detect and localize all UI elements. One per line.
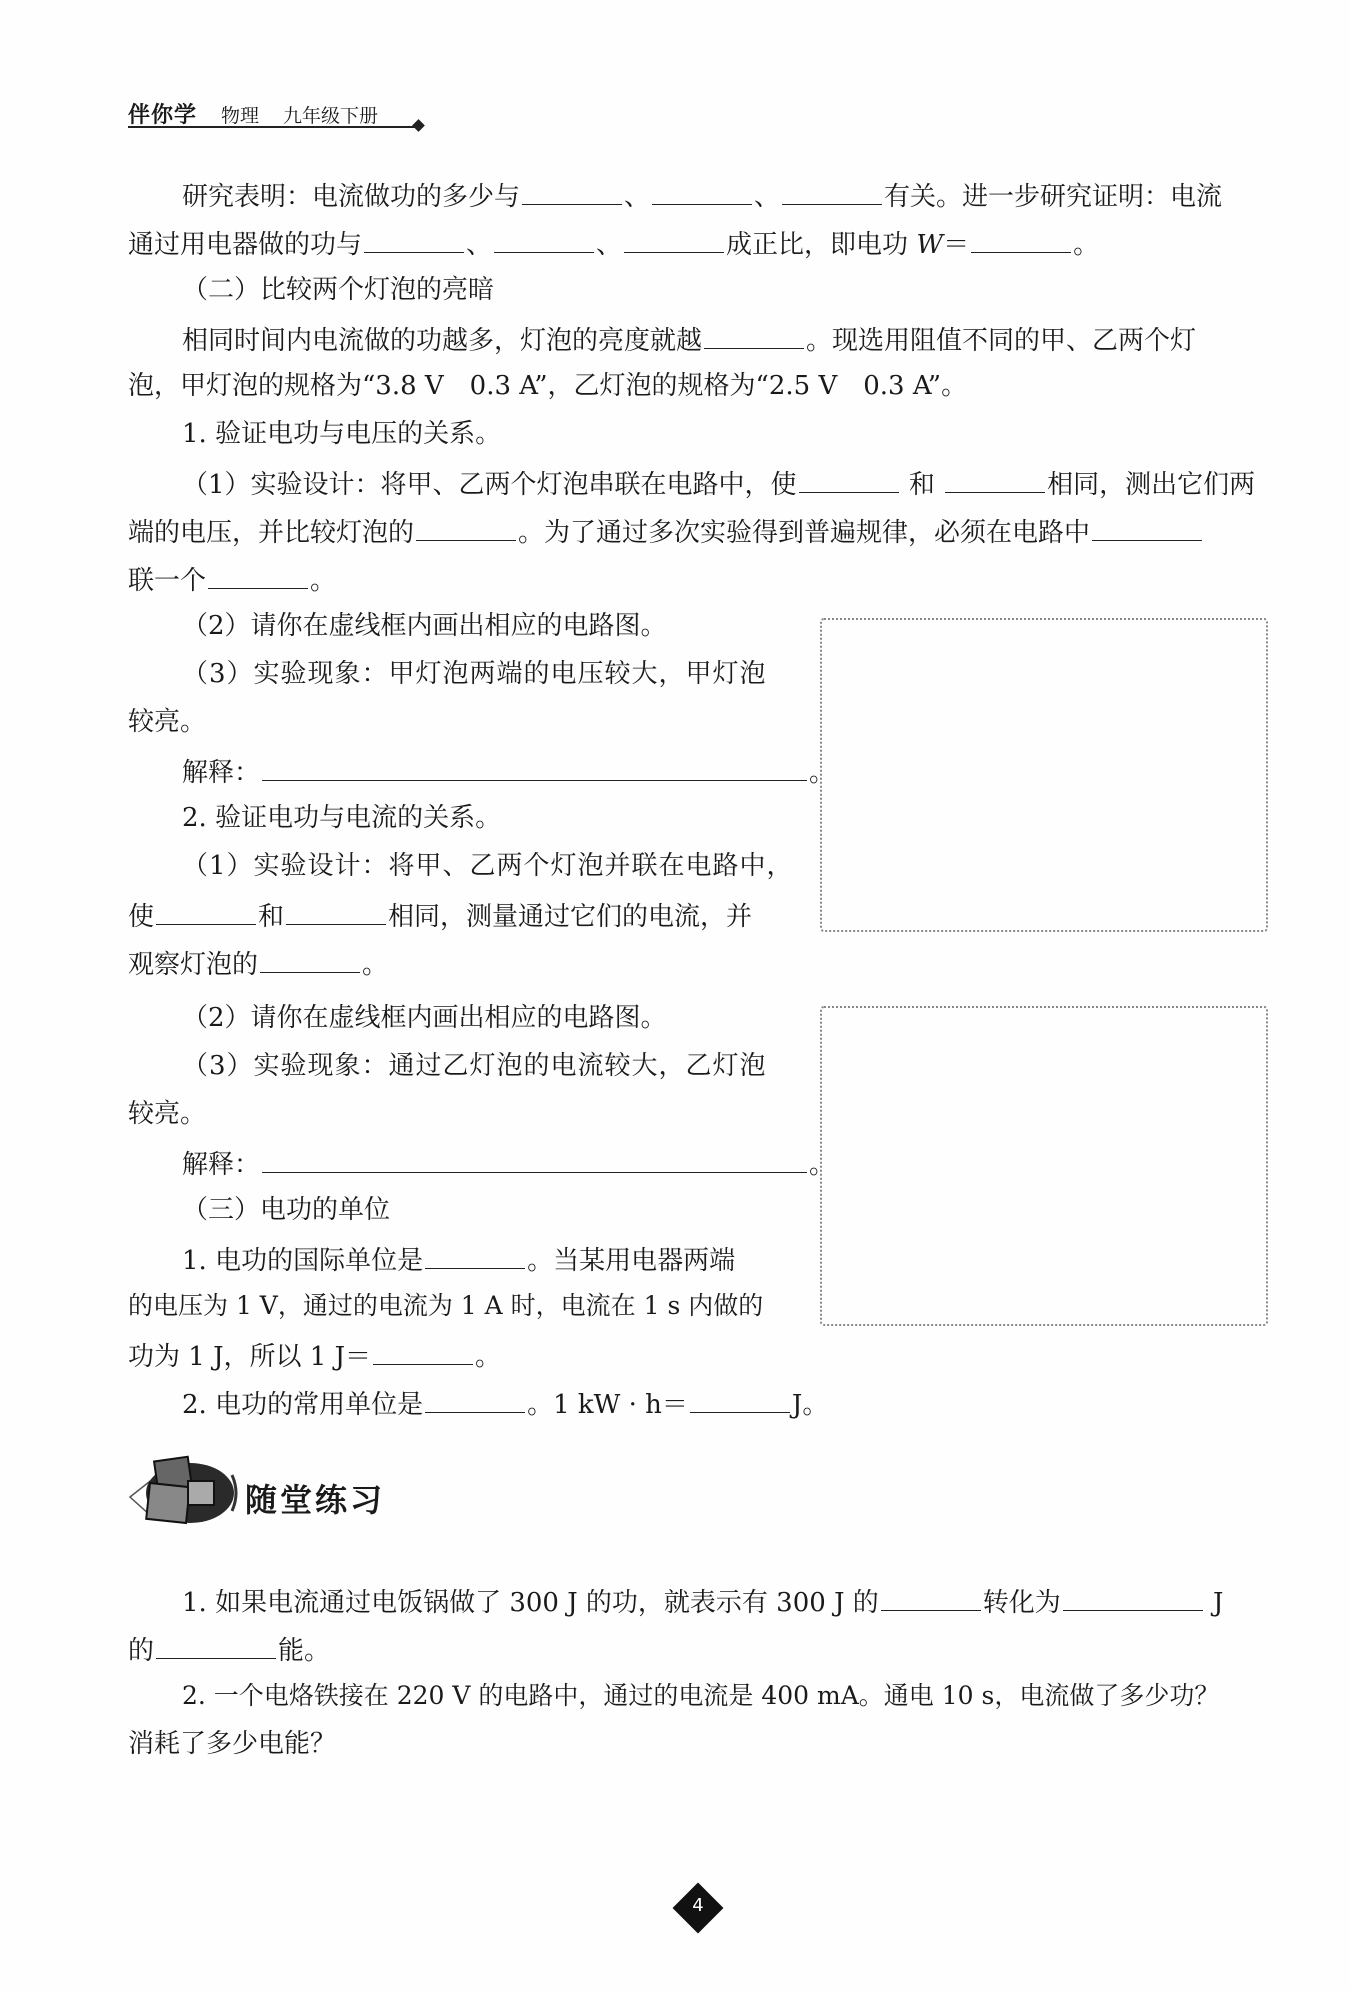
answer-blank[interactable]	[373, 1336, 473, 1365]
answer-blank[interactable]	[494, 224, 594, 253]
paragraph-line: 联一个 。	[128, 560, 336, 599]
practice-title: 随堂练习	[245, 1481, 386, 1519]
paragraph-line: 较亮。	[128, 1099, 207, 1129]
paragraph-line: 观察灯泡的 。	[128, 944, 388, 983]
paragraph-line: 功为 1 J，所以 1 J＝ 。	[128, 1336, 501, 1375]
answer-blank[interactable]	[425, 1240, 525, 1269]
answer-blank[interactable]	[286, 896, 386, 925]
answer-blank[interactable]	[260, 944, 360, 973]
paragraph-line: 解释： 。	[182, 1144, 835, 1183]
answer-blank[interactable]	[416, 512, 516, 541]
subsection-title: 2. 验证电功与电流的关系。	[182, 803, 502, 833]
answer-blank[interactable]	[425, 1384, 525, 1413]
paragraph-line: （3）实验现象：甲灯泡两端的电压较大，甲灯泡	[182, 659, 767, 689]
answer-blank[interactable]	[782, 176, 882, 205]
answer-blank[interactable]	[364, 224, 464, 253]
paragraph-line: （1）实验设计：将甲、乙两个灯泡串联在电路中，使 和 相同，测出它们两	[182, 464, 1255, 503]
section-title: （二）比较两个灯泡的亮暗	[182, 275, 495, 305]
paragraph-line: （1）实验设计：将甲、乙两个灯泡并联在电路中，	[182, 851, 794, 881]
answer-blank[interactable]	[971, 224, 1071, 253]
subsection-title: 1. 验证电功与电压的关系。	[182, 419, 502, 449]
page-number-badge	[672, 1882, 724, 1934]
grade-label: 九年级下册	[283, 105, 379, 127]
circuit-diagram-box-2[interactable]	[820, 1006, 1268, 1326]
answer-blank[interactable]	[690, 1384, 790, 1413]
answer-blank[interactable]	[945, 464, 1045, 493]
paragraph-line: 端的电压，并比较灯泡的 。为了通过多次实验得到普遍规律，必须在电路中	[128, 512, 1204, 551]
header-rule	[128, 126, 418, 128]
page-header	[128, 98, 378, 129]
paragraph-line: 较亮。	[128, 707, 207, 737]
paragraph-line: （2）请你在虚线框内画出相应的电路图。	[182, 1003, 667, 1033]
question-line: 的 能。	[128, 1630, 330, 1669]
paragraph-line: 相同时间内电流做的功越多，灯泡的亮度就越 。现选用阻值不同的甲、乙两个灯	[182, 320, 1196, 359]
paragraph-line: 泡，甲灯泡的规格为“3.8 V 0.3 A”，乙灯泡的规格为“2.5 V 0.3 A”。	[128, 371, 968, 401]
answer-blank[interactable]	[522, 176, 622, 205]
answer-blank[interactable]	[262, 1144, 807, 1173]
answer-blank[interactable]	[881, 1582, 981, 1611]
answer-blank[interactable]	[652, 176, 752, 205]
header-diamond-icon	[412, 119, 425, 132]
paragraph-line: （2）请你在虚线框内画出相应的电路图。	[182, 611, 667, 641]
section-title: （三）电功的单位	[182, 1195, 391, 1225]
paragraph-line: 1. 电功的国际单位是 。当某用电器两端	[182, 1240, 735, 1279]
paragraph-line: 2. 电功的常用单位是 。1 kW · h＝ J。	[182, 1384, 828, 1423]
paragraph-line: 解释： 。	[182, 752, 835, 791]
answer-blank[interactable]	[262, 752, 807, 781]
question-line: 1. 如果电流通过电饭锅做了 300 J 的功，就表示有 300 J 的 转化为 J	[182, 1582, 1223, 1621]
paragraph-line: （3）实验现象：通过乙灯泡的电流较大，乙灯泡	[182, 1051, 767, 1081]
answer-blank[interactable]	[1063, 1582, 1203, 1611]
answer-blank[interactable]	[208, 560, 308, 589]
paragraph-line: 通过用电器做的功与 、 、 成正比，即电功 W＝ 。	[128, 224, 1099, 263]
answer-blank[interactable]	[1092, 512, 1202, 541]
answer-blank[interactable]	[156, 1630, 276, 1659]
paragraph-line: 研究表明：电流做功的多少与 、 、 有关。进一步研究证明：电流	[182, 176, 1222, 215]
question-line: 消耗了多少电能？	[128, 1729, 337, 1759]
answer-blank[interactable]	[799, 464, 899, 493]
answer-blank[interactable]	[704, 320, 804, 349]
subject-label: 物理	[221, 105, 260, 127]
circuit-diagram-box-1[interactable]	[820, 618, 1268, 932]
paragraph-line: 的电压为 1 V，通过的电流为 1 A 时，电流在 1 s 内做的	[128, 1291, 764, 1320]
paragraph-line: 使 和 相同，测量通过它们的电流，并	[128, 896, 752, 935]
answer-blank[interactable]	[156, 896, 256, 925]
answer-blank[interactable]	[624, 224, 724, 253]
brand-name: 伴你学	[128, 103, 198, 128]
question-line: 2. 一个电烙铁接在 220 V 的电路中，通过的电流是 400 mA。通电 10 s，电流做了多少功？	[182, 1681, 1220, 1710]
page-number: 4	[692, 1895, 704, 1916]
